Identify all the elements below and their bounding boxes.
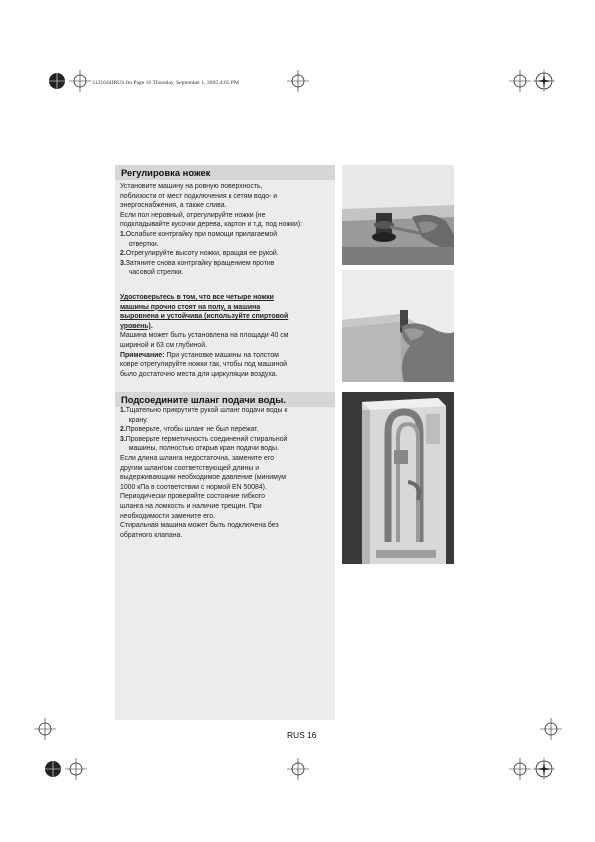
text-line: энергоснабжения, а также слива. <box>120 202 227 210</box>
list-number: 3. <box>120 259 126 267</box>
list-number: 2. <box>120 250 126 258</box>
warning-line: Удостоверьтесь в том, что все четыре ножки <box>120 294 274 301</box>
text-line: выдерживающим необходимое давление (минимум <box>120 474 286 482</box>
list-item <box>120 425 334 435</box>
note-line: Примечание: При установке машины на толстом <box>120 351 279 359</box>
section-title-hose: Подсоедините шланг подачи воды. <box>121 394 286 405</box>
warning-line: машины прочно стоят на полу, а машина <box>120 303 261 311</box>
text-line: Машина может быть установлена на площади 40 см <box>120 332 289 340</box>
text-line: было достаточно места для циркуляции воздуха. <box>120 370 278 378</box>
registration-mark-icon <box>533 70 555 92</box>
text-line: шириной и 63 см глубиной. <box>120 341 208 349</box>
list-text: крану. <box>128 416 148 424</box>
list-number: 3. <box>120 435 126 443</box>
text-line: поблизости от мест подключения к сетям водо- и <box>120 192 278 200</box>
list-text: Проверьте герметичность соединений стиральной <box>125 435 288 443</box>
text-line: другим шлангом соответствующей длины и <box>120 464 260 472</box>
list-text: Проверьте, чтобы шланг не был пережат. <box>125 426 259 434</box>
text-line: необходимости замените его. <box>120 512 216 520</box>
list-item <box>120 249 334 259</box>
text-line: подкладывайте кусочки дерева, картон и т.д. под ножки): <box>120 221 303 229</box>
crosshair-mark-icon <box>287 758 309 780</box>
text-line: шланга на ломкость и наличие трещин. При <box>120 502 262 510</box>
warning-block <box>120 293 334 379</box>
warning-line: выровнена и устойчива (используйте спиртовой <box>120 313 289 321</box>
text-line: Периодически проверяйте состояние гибкого <box>120 493 265 501</box>
note-label: Примечание: <box>120 351 165 359</box>
text-line: Стиральная машина может быть подключена без <box>120 522 279 530</box>
text-line: Установите машину на ровную поверхность, <box>120 183 263 190</box>
list-number: 1. <box>120 407 126 414</box>
photo-foot-hand <box>342 270 454 382</box>
list-number: 2. <box>120 426 126 434</box>
page-number: RUS 16 <box>287 730 317 740</box>
list-item <box>120 435 334 454</box>
list-text: Отрегулируйте высоту ножки, вращая ее рукой. <box>125 250 279 258</box>
list-item <box>120 406 334 425</box>
list-item <box>120 259 334 278</box>
warning-line: уровень). <box>120 322 153 330</box>
photo-foot-screwdriver <box>342 165 454 265</box>
list-number: 1. <box>120 230 126 238</box>
crosshair-mark-icon <box>509 70 531 92</box>
section-body-hose <box>120 406 334 540</box>
section-body-feet <box>120 182 334 278</box>
list-text: машины, полностью открыв кран подачи воды. <box>128 445 279 453</box>
crosshair-mark-icon <box>69 70 91 92</box>
list-item <box>120 230 334 249</box>
crosshair-mark-icon <box>509 758 531 780</box>
print-header: 3121044IRUS.fm Page 16 Thursday, September 1, 2005 4:05 PM <box>92 80 239 86</box>
registration-mark-icon <box>533 758 555 780</box>
section-title-feet: Регулировка ножек <box>121 167 211 178</box>
crosshair-mark-icon <box>65 758 87 780</box>
list-text: Ослабьте контргайку при помощи прилагаемой <box>125 230 278 238</box>
list-text: отвертки. <box>128 240 159 248</box>
text-line: ковре отрегулируйте ножки так, чтобы под машиной <box>120 361 288 369</box>
list-text: Затяните снова контргайку вращением против <box>125 259 275 267</box>
registration-mark-icon <box>42 758 64 780</box>
registration-mark-icon <box>46 70 68 92</box>
text-line: 1000 кПа в соответствии с нормой EN 50084). <box>120 483 267 491</box>
photo-machine-back-hoses <box>342 392 454 564</box>
list-text: часовой стрелки. <box>128 269 184 277</box>
crosshair-mark-icon <box>287 70 309 92</box>
crosshair-mark-icon <box>540 718 562 740</box>
text-line: обратного клапана. <box>120 531 183 539</box>
crosshair-mark-icon <box>34 718 56 740</box>
text-line: Если пол неровный, отрегулируйте ножки (не <box>120 211 266 219</box>
text-line: Если длина шланга недостаточна, замените его <box>120 454 274 462</box>
list-text: Тщательно прикрутите рукой шланг подачи воды к <box>125 407 288 414</box>
